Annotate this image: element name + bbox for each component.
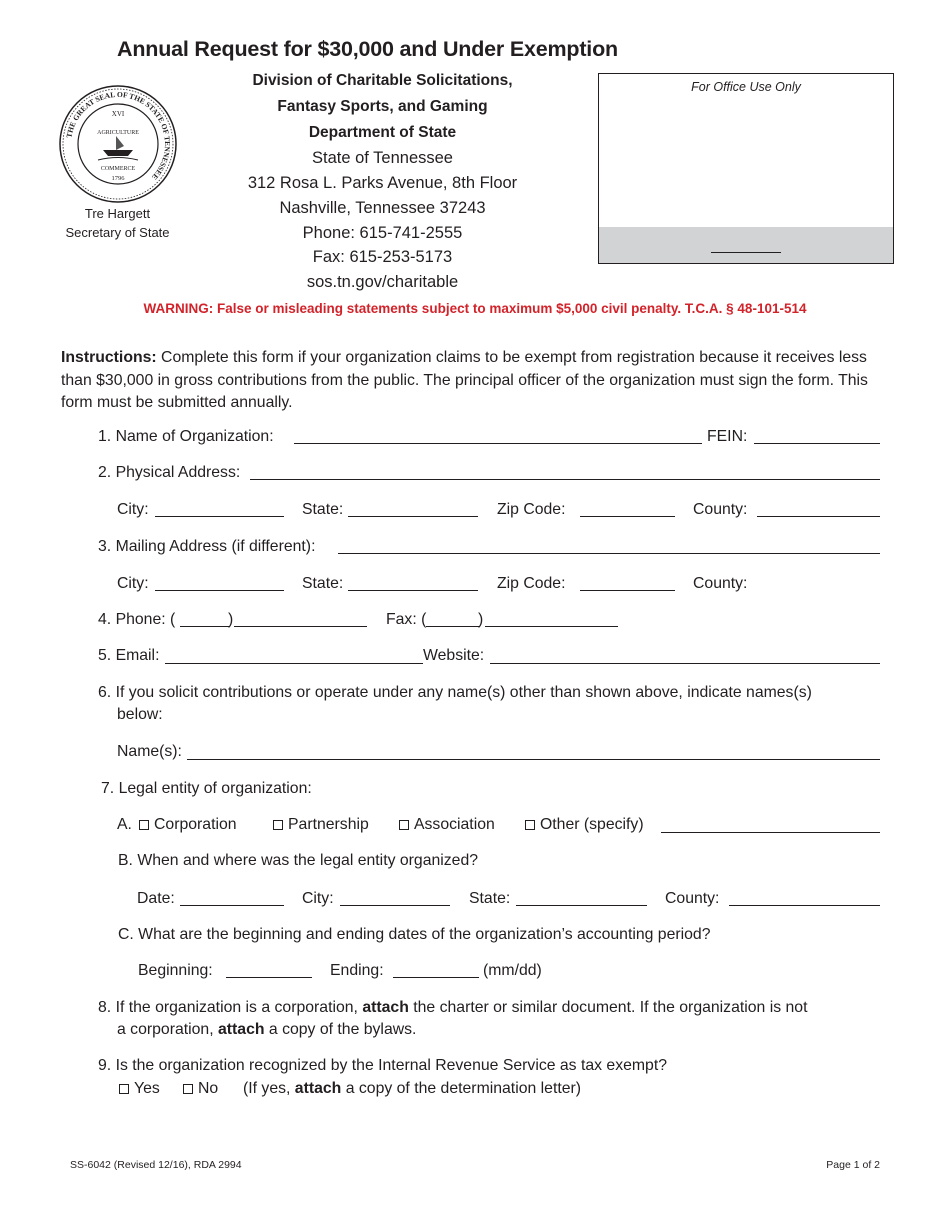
organized-date-label: Date: xyxy=(137,890,175,907)
form-title: Annual Request for $30,000 and Under Exemption xyxy=(117,37,618,61)
phone-number: Phone: 615-741-2555 xyxy=(302,224,463,242)
physical-state-field[interactable] xyxy=(348,516,478,517)
association-checkbox[interactable] xyxy=(399,820,409,830)
division-line2: Fantasy Sports, and Gaming xyxy=(277,98,488,115)
office-use-box xyxy=(598,73,894,264)
mailing-state-label: State: xyxy=(302,575,344,592)
page-number: Page 1 of 2 xyxy=(826,1159,880,1171)
q5-label: 5. Email: xyxy=(98,647,160,664)
partnership-checkbox[interactable] xyxy=(273,820,283,830)
seal-ring-text: THE GREAT SEAL OF THE STATE OF TENNESSEE xyxy=(64,89,173,182)
fax-paren-close: ) xyxy=(478,611,484,628)
svg-text:1796: 1796 xyxy=(111,175,125,182)
q2-label: 2. Physical Address: xyxy=(98,464,241,481)
svg-text:AGRICULTURE: AGRICULTURE xyxy=(97,130,139,136)
street-address: 312 Rosa L. Parks Avenue, 8th Floor xyxy=(247,174,518,192)
mailing-county-label: County: xyxy=(693,575,748,592)
q8-line2: a corporation, attach a copy of the bylaws. xyxy=(117,1021,417,1038)
no-checkbox[interactable] xyxy=(183,1084,193,1094)
corporation-option[interactable] xyxy=(139,816,237,834)
department-name: Department of State xyxy=(308,124,457,141)
q1-label: 1. Name of Organization: xyxy=(98,428,274,445)
fein-label: FEIN: xyxy=(707,428,748,445)
yes-label: Yes xyxy=(134,1080,160,1097)
office-use-label: For Office Use Only xyxy=(691,80,801,94)
fax-number: Fax: 615-253-5173 xyxy=(312,248,453,266)
q3-label: 3. Mailing Address (if different): xyxy=(98,538,316,555)
physical-city-label: City: xyxy=(117,501,149,518)
physical-county-label: County: xyxy=(693,501,748,518)
corporation-checkbox[interactable] xyxy=(139,820,149,830)
q4-label: 4. Phone: ( xyxy=(98,611,176,628)
beginning-date-field[interactable] xyxy=(226,977,312,978)
fax-area-code-field[interactable] xyxy=(426,626,480,627)
instructions-lead: Instructions: xyxy=(61,349,157,366)
q9-note: (If yes, attach a copy of the determination letter) xyxy=(243,1080,582,1097)
q7b-label: B. When and where was the legal entity organized? xyxy=(118,852,479,869)
q6-line1: 6. If you solicit contributions or operate under any name(s) other than shown above, indicate names(s) xyxy=(98,684,812,701)
phone-paren-close: ) xyxy=(228,611,234,628)
website-field[interactable] xyxy=(490,663,880,664)
mailing-city-field[interactable] xyxy=(155,590,284,591)
q9-label: 9. Is the organization recognized by the Internal Revenue Service as tax exempt? xyxy=(98,1057,668,1074)
mailing-zip-field[interactable] xyxy=(580,590,675,591)
ending-date-field[interactable] xyxy=(393,977,479,978)
association-option[interactable] xyxy=(399,816,495,834)
secretary-title: Secretary of State xyxy=(65,225,170,240)
state-seal-icon xyxy=(58,84,178,204)
association-label: Association xyxy=(414,816,495,833)
corporation-label: Corporation xyxy=(154,816,237,833)
q6-line2: below: xyxy=(117,706,163,723)
organized-city-field[interactable] xyxy=(340,905,450,906)
organized-county-label: County: xyxy=(665,890,720,907)
names-label: Name(s): xyxy=(117,743,182,760)
svg-text:XVI: XVI xyxy=(111,110,125,118)
website-url: sos.tn.gov/charitable xyxy=(306,273,459,291)
q7a-prefix: A. xyxy=(117,816,132,833)
phone-number-field[interactable] xyxy=(234,626,367,627)
svg-text:COMMERCE: COMMERCE xyxy=(100,166,136,172)
fax-label: Fax: ( xyxy=(386,611,427,628)
city-state-zip: Nashville, Tennessee 37243 xyxy=(279,199,486,217)
organization-name-field[interactable] xyxy=(294,443,702,444)
physical-zip-label: Zip Code: xyxy=(497,501,566,518)
mailing-address-field[interactable] xyxy=(338,553,880,554)
physical-city-field[interactable] xyxy=(155,516,284,517)
yes-option[interactable] xyxy=(119,1080,160,1098)
mailing-city-label: City: xyxy=(117,575,149,592)
other-label: Other (specify) xyxy=(540,816,644,833)
phone-area-code-field[interactable] xyxy=(180,626,230,627)
division-line1: Division of Charitable Solicitations, xyxy=(252,72,513,89)
organized-county-field[interactable] xyxy=(729,905,880,906)
office-use-shaded-area xyxy=(599,227,893,263)
mailing-state-field[interactable] xyxy=(348,590,478,591)
secretary-name: Tre Hargett xyxy=(84,206,151,221)
physical-address-field[interactable] xyxy=(250,479,880,480)
office-use-line xyxy=(711,252,781,253)
physical-zip-field[interactable] xyxy=(580,516,675,517)
organized-date-field[interactable] xyxy=(180,905,284,906)
no-option[interactable] xyxy=(183,1080,218,1098)
yes-checkbox[interactable] xyxy=(119,1084,129,1094)
physical-county-field[interactable] xyxy=(757,516,880,517)
website-label: Website: xyxy=(423,647,485,664)
organized-state-field[interactable] xyxy=(516,905,647,906)
mailing-zip-label: Zip Code: xyxy=(497,575,566,592)
email-field[interactable] xyxy=(165,663,423,664)
fein-field[interactable] xyxy=(754,443,880,444)
q8-line1: 8. If the organization is a corporation, attach the charter or similar document. If the organization is not xyxy=(98,999,808,1016)
q7-label: 7. Legal entity of organization: xyxy=(101,780,312,797)
other-names-field[interactable] xyxy=(187,759,880,760)
organized-city-label: City: xyxy=(302,890,334,907)
other-checkbox[interactable] xyxy=(525,820,535,830)
instructions-body: Complete this form if your organization claims to be exempt from registration because it receives less than $30,000 in gross contributions from the public. The principal officer of the organization must sign the form. This form must be submitted annually. xyxy=(61,349,868,411)
beginning-label: Beginning: xyxy=(138,962,213,979)
date-format-hint: (mm/dd) xyxy=(483,962,542,979)
other-option[interactable] xyxy=(525,816,644,834)
q7c-label: C. What are the beginning and ending dates of the organization’s accounting period? xyxy=(118,926,711,943)
instructions xyxy=(61,347,891,415)
partnership-option[interactable] xyxy=(273,816,369,834)
other-specify-field[interactable] xyxy=(661,832,880,833)
state-name: State of Tennessee xyxy=(312,149,453,167)
warning-text: WARNING: False or misleading statements subject to maximum $5,000 civil penalty. T.C.A. § 48-101-514 xyxy=(143,301,807,316)
form-id: SS-6042 (Revised 12/16), RDA 2994 xyxy=(70,1159,242,1171)
no-label: No xyxy=(198,1080,219,1097)
physical-state-label: State: xyxy=(302,501,344,518)
partnership-label: Partnership xyxy=(288,816,369,833)
fax-number-field[interactable] xyxy=(485,626,618,627)
ending-label: Ending: xyxy=(330,962,384,979)
organized-state-label: State: xyxy=(469,890,511,907)
